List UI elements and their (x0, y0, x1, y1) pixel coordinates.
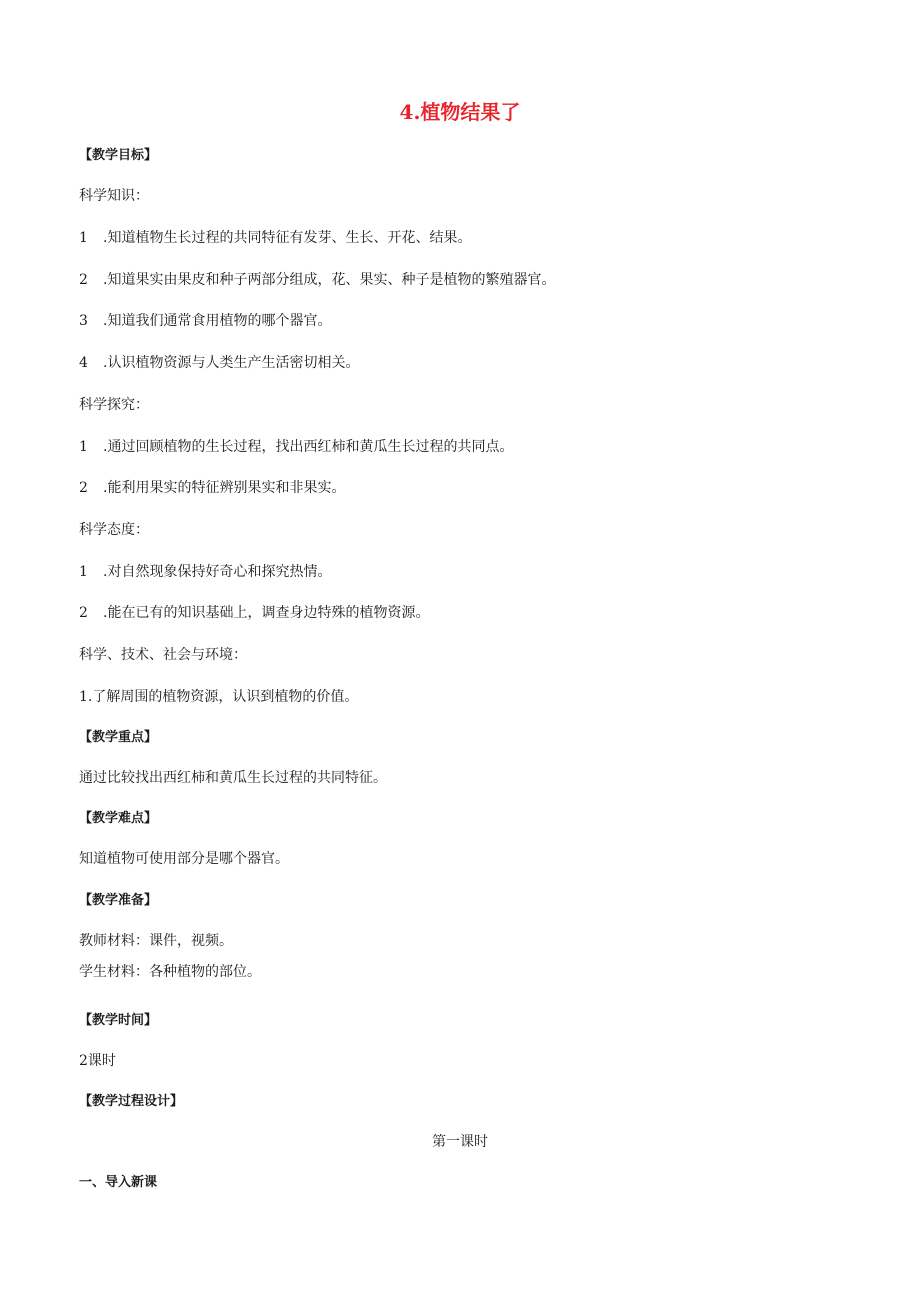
preparation-heading: 【教学准备】 (79, 893, 158, 908)
knowledge-item (79, 270, 555, 290)
item-number: 1 (79, 564, 88, 580)
lesson-title: 第一课时 (432, 1134, 488, 1150)
item-text: .知道我们通常食用植物的哪个器官。 (103, 313, 332, 329)
item-number: 2 (79, 272, 88, 288)
item-text: .知道植物生长过程的共同特征有发芽、生长、开花、结果。 (103, 230, 472, 246)
item-number: 1 (79, 439, 88, 455)
item-text: .能利用果实的特征辨别果实和非果实。 (103, 480, 346, 496)
student-materials: 学生材料：各种植物的部位。 (79, 964, 261, 980)
teacher-materials: 教师材料：课件，视频。 (79, 933, 233, 949)
knowledge-item (79, 353, 359, 373)
goals-heading: 【教学目标】 (79, 148, 158, 163)
knowledge-item (79, 228, 471, 248)
attitude-item (79, 603, 429, 623)
item-text: .认识植物资源与人类生产生活密切相关。 (103, 355, 360, 371)
key-point-text: 通过比较找出西红柿和黄瓜生长过程的共同特征。 (79, 770, 387, 786)
process-heading: 【教学过程设计】 (79, 1094, 184, 1109)
attitude-label: 科学态度： (79, 522, 149, 538)
inquiry-item (79, 478, 345, 498)
key-point-heading: 【教学重点】 (79, 730, 158, 745)
item-text: .能在已有的知识基础上，调查身边特殊的植物资源。 (103, 605, 430, 621)
difficulty-heading: 【教学难点】 (79, 811, 158, 826)
item-text: .对自然现象保持好奇心和探究热情。 (103, 564, 332, 580)
difficulty-text: 知道植物可使用部分是哪个器官。 (79, 851, 289, 867)
item-number: 1 (79, 230, 88, 246)
time-text: 2课时 (79, 1053, 116, 1069)
item-number: 2 (79, 480, 88, 496)
section-heading: 一、导入新课 (79, 1175, 158, 1190)
stse-label: 科学、技术、社会与环境： (79, 647, 247, 663)
item-number: 2 (79, 605, 88, 621)
inquiry-label: 科学探究： (79, 397, 149, 413)
item-text: .通过回顾植物的生长过程，找出西红柿和黄瓜生长过程的共同点。 (103, 439, 514, 455)
document-title: 4.植物结果了 (399, 100, 521, 124)
stse-item: 1.了解周围的植物资源，认识到植物的价值。 (79, 689, 359, 705)
item-number: 4 (79, 355, 88, 371)
attitude-item (79, 562, 331, 582)
time-heading: 【教学时间】 (79, 1013, 158, 1028)
item-number: 3 (79, 313, 88, 329)
inquiry-item (79, 437, 513, 457)
item-text: .知道果实由果皮和种子两部分组成，花、果实、种子是植物的繁殖器官。 (103, 272, 556, 288)
knowledge-item (79, 311, 331, 331)
knowledge-label: 科学知识： (79, 188, 149, 204)
